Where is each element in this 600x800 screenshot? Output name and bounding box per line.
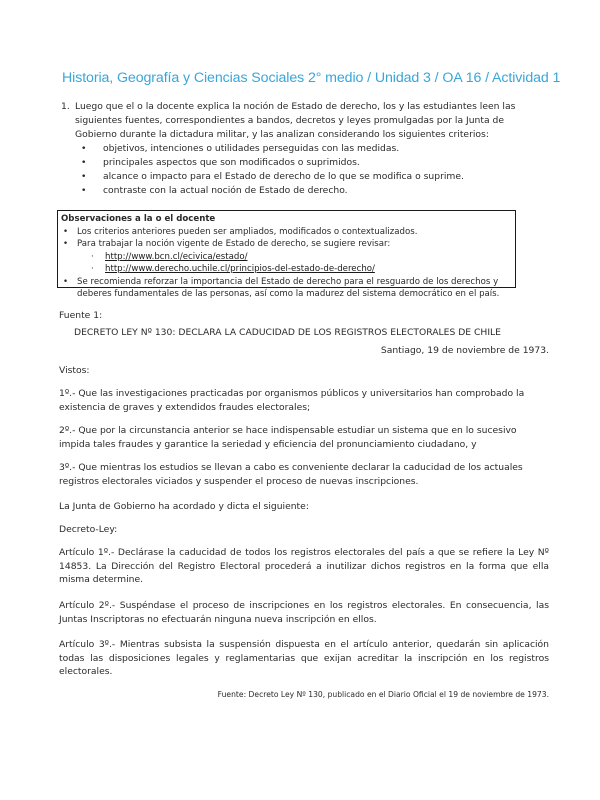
activity-instructions [61, 100, 545, 198]
observation-item [61, 238, 512, 276]
place-date: Santiago, 19 de noviembre de 1973. [380, 345, 549, 356]
criteria-item: • contraste con la actual noción de Estado de derecho. [75, 184, 545, 198]
page-title: Historia, Geografía y Ciencias Sociales 2° medio / Unidad 3 / OA 16 / Actividad 1 [62, 70, 561, 86]
reference-links [77, 251, 512, 276]
observations-list [61, 226, 512, 301]
bcn-link[interactable]: http://www.bcn.cl/ecivica/estado/ [105, 251, 248, 262]
observation-item-text: Para trabajar la noción vigente de Estado de derecho, se sugiere revisar: [77, 239, 391, 249]
criteria-item: • objetivos, intenciones o utilidades perseguidas con las medidas. [75, 142, 545, 156]
decree-title: DECRETO LEY Nº 130: DECLARA LA CADUCIDAD DE LOS REGISTROS ELECTORALES DE CHILE [74, 327, 501, 338]
considerando-2: 2º.- Que por la circunstancia anterior se hace indispensable estudiar un sistema que en lo sucesivo impida tales fraudes y garantice la seriedad y eficiencia del pronunciamiento ciudadano, y [59, 425, 517, 450]
criteria-item: • alcance o impacto para el Estado de derecho de lo que se modifica o suprime. [75, 170, 545, 184]
derecho-uchile-link[interactable]: http://www.derecho.uchile.cl/principios-del-estado-de-derecho/ [105, 264, 375, 274]
observation-item: • Los criterios anteriores pueden ser ampliados, modificados o contextualizados. [61, 226, 512, 239]
link-item [77, 263, 512, 276]
junta-statement: La Junta de Gobierno ha acordado y dicta el siguiente: [59, 501, 309, 512]
vistos-label: Vistos: [59, 365, 90, 376]
article-3: Artículo 3º.- Mientras subsista la suspensión dispuesta en el artículo anterior, quedarán sin aplicación todas las disposiciones legales y reglamentarias que exijan acreditar la inscripción en los registros electorales. [59, 639, 549, 677]
source-citation: Fuente: Decreto Ley Nº 130, publicado en el Diario Oficial el 19 de noviembre de 1973. [217, 690, 549, 699]
criteria-item: • principales aspectos que son modificados o suprimidos. [75, 156, 545, 170]
criteria-list [75, 142, 545, 198]
observations-title: Observaciones a la o el docente [61, 214, 216, 224]
considerando-3: 3º.- Que mientras los estudios se llevan a cabo es conveniente declarar la caducidad de los actuales registros electorales viciados y suspender el proceso de nuevas inscripciones. [59, 462, 523, 487]
instruction-text: Luego que el o la docente explica la noción de Estado de derecho, los y las estudiantes leen las siguientes fuentes, correspondientes a bandos, decretos y leyes promulgadas por la Junta de Gobierno durante la dictadura militar, y las analizan considerando los siguientes criterios: [75, 101, 516, 140]
source-label: Fuente 1: [59, 310, 103, 321]
instruction-number: 1. [61, 101, 70, 112]
article-2: Artículo 2º.- Suspéndase el proceso de inscripciones en los registros electorales. En consecuencia, las Juntas Inscriptoras no efectuarán ninguna nueva inscripción en ellos. [59, 600, 549, 625]
article-1: Artículo 1º.- Declárase la caducidad de todos los registros electorales del país a que se refiere la Ley Nº 14853. La Dirección del Registro Electoral procederá a inutilizar dichos registros en la forma que ella misma determine. [59, 547, 549, 585]
considerando-1: 1º.- Que las investigaciones practicadas por organismos públicos y universitarios han comprobado la existencia de graves y extendidos fraudes electorales; [59, 388, 525, 413]
link-item [77, 251, 512, 264]
decreto-ley-label: Decreto-Ley: [59, 524, 118, 535]
teacher-observations-box [57, 210, 516, 299]
observation-item: • Se recomienda reforzar la importancia del Estado de derecho para el resguardo de los derechos y deberes fundamentales de las personas, así como la madurez del sistema democrático en el país. [61, 276, 512, 301]
